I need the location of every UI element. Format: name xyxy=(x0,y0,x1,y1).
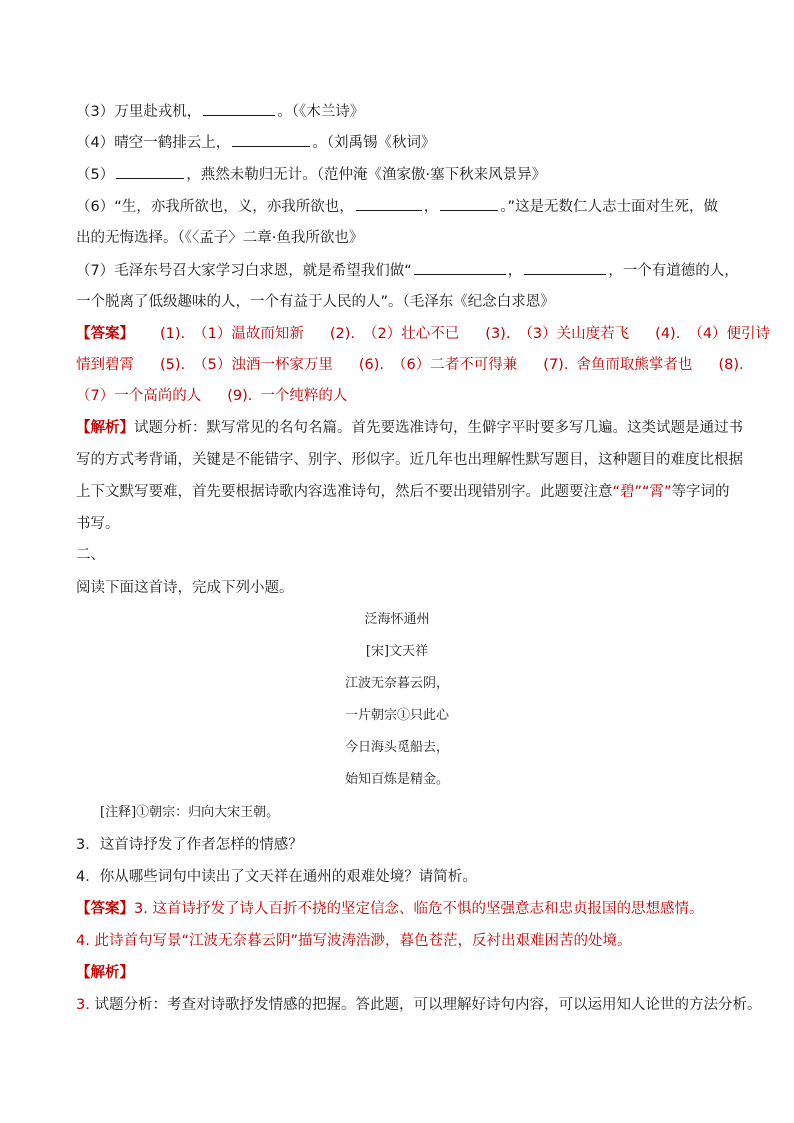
question-text: 。”这是无数仁人志士面对生死，做 xyxy=(500,199,719,215)
answer-blank xyxy=(203,101,275,116)
answer-text: （2）壮心不已 xyxy=(363,326,460,342)
answer-blank xyxy=(116,164,184,179)
analysis-line-1 xyxy=(76,418,743,438)
answer-num: (6). xyxy=(358,357,385,373)
poem-line-1: 江波无奈暮云阴， xyxy=(344,676,449,691)
analysis-text: 3. 试题分析：考查对诗歌抒发情感的把握。答此题，可以理解好诗句内容，可以运用知人论世的方法分析。 xyxy=(76,997,762,1013)
question-text: ， xyxy=(507,263,523,279)
analysis-line-4: 书写。 xyxy=(76,516,120,532)
answer-num: (3). xyxy=(485,326,511,342)
analysis2-line-1 xyxy=(76,995,761,1015)
answer-text: （1）温故而知新 xyxy=(193,326,304,342)
question-text: ，燕然未勒归无计。（范仲淹《渔家傲·塞下秋来风景异》 xyxy=(186,167,547,183)
answer-line-3 xyxy=(76,386,347,406)
analysis-text: 等字词的 xyxy=(671,484,730,500)
answer-blank xyxy=(232,132,310,147)
answer2-line-2: 4. 此诗首句写景“江波无奈暮云阴”描写波涛浩渺，暮色苍茫，反衬出艰难困苦的处境。 xyxy=(76,933,632,949)
analysis-text: 上下文默写要难，首先要根据诗歌内容选准诗句，然后不要出现错别字。此题要注意 xyxy=(76,484,613,500)
question-line-6b: 出的无悔选择。（《〈孟子〉二章·鱼我所欲也》 xyxy=(76,230,364,246)
question-text: （6）“生，亦我所欲也，义，亦我所欲也， xyxy=(76,199,354,215)
question-text: 。（《木兰诗》 xyxy=(277,104,365,120)
poem-line-3: 今日海头觅船去， xyxy=(344,740,449,755)
question-text: （7）毛泽东号召大家学习白求恩，就是希望我们做“ xyxy=(76,263,412,279)
question-line-5 xyxy=(76,164,546,185)
question-line-7b: 一个脱离了低级趣味的人，一个有益于人民的人”。（毛泽东《纪念白求恩》 xyxy=(76,294,555,310)
answer-text: （3）关山度若飞 xyxy=(518,326,630,342)
answer-text: 一个纯粹的人 xyxy=(260,388,348,404)
answer-text: 情到碧霄 xyxy=(76,357,134,373)
analysis-tag: 【解析】 xyxy=(76,420,134,436)
question-3: 3．这首诗抒发了作者怎样的情感？ xyxy=(76,837,303,853)
analysis-line-2: 写的方式考背诵，关键是不能错字、别字、形似字。近几年也出理解性默写题目，这种题目的难度比根据 xyxy=(76,452,743,468)
answer-blank xyxy=(440,196,498,211)
question-text: ， xyxy=(423,199,439,215)
analysis-tag: 【解析】 xyxy=(76,965,134,981)
answer-text: （6）二者不可得兼 xyxy=(392,357,518,373)
answer2-line-1 xyxy=(76,899,703,919)
question-4: 4．你从哪些词句中读出了文天祥在通州的艰难处境？请简析。 xyxy=(76,869,477,885)
poem-author: [宋]文天祥 xyxy=(365,644,429,659)
poem-title: 泛海怀通州 xyxy=(364,612,430,627)
answer-num: (4). xyxy=(655,326,681,342)
analysis-line-3 xyxy=(76,482,730,502)
question-text: ，一个有道德的人， xyxy=(608,263,739,279)
answer-num: (5). xyxy=(160,357,186,373)
question-line-7a xyxy=(76,260,739,281)
highlighted-words: “碧”“霄” xyxy=(612,484,672,500)
answer-blank xyxy=(356,196,422,211)
answer-num: (9). xyxy=(227,388,253,404)
answer-text: （5）浊酒一杯家万里 xyxy=(193,357,333,373)
answer-num: (8). xyxy=(718,357,744,373)
answer-blank xyxy=(414,260,506,275)
analysis2-heading xyxy=(76,963,134,983)
answer-line-2 xyxy=(76,355,744,375)
question-text: （5） xyxy=(76,167,115,183)
answer-tag: 【答案】 xyxy=(76,901,134,917)
answer-text: （7）一个高尚的人 xyxy=(76,388,202,404)
question-text: （4）晴空一鹤排云上， xyxy=(76,135,231,151)
question-text: （3）万里赴戎机， xyxy=(76,104,202,120)
question-text: 。（刘禹锡《秋词》 xyxy=(312,135,436,151)
section-heading: 二、 xyxy=(76,547,105,563)
question-line-4 xyxy=(76,132,435,153)
analysis-text: 试题分析：默写常见的名句名篇。首先要选准诗句，生僻字平时要多写几遍。这类试题是通过书 xyxy=(134,420,743,436)
answer-tag: 【答案】 xyxy=(76,326,134,342)
poem-note: [注释]①朝宗：归向大宋王朝。 xyxy=(100,805,280,820)
answer-text: 3. 这首诗抒发了诗人百折不挠的坚定信念、临危不惧的坚强意志和忠贞报国的思想感情。 xyxy=(134,901,704,917)
answer-text: （4）便引诗 xyxy=(688,326,771,342)
answer-text: 舍鱼而取熊掌者也 xyxy=(576,357,693,373)
answer-line-1 xyxy=(76,324,770,344)
poem-line-2: 一片朝宗①只此心 xyxy=(344,708,449,723)
question-line-3 xyxy=(76,101,364,122)
answer-num: (1). xyxy=(160,326,186,342)
question-line-6a xyxy=(76,196,718,217)
section-instruction: 阅读下面这首诗，完成下列小题。 xyxy=(76,580,294,596)
answer-num: (7). xyxy=(543,357,569,373)
poem-line-4: 始知百炼是精金。 xyxy=(344,772,449,787)
answer-blank xyxy=(524,260,606,275)
answer-num: (2). xyxy=(329,326,356,342)
